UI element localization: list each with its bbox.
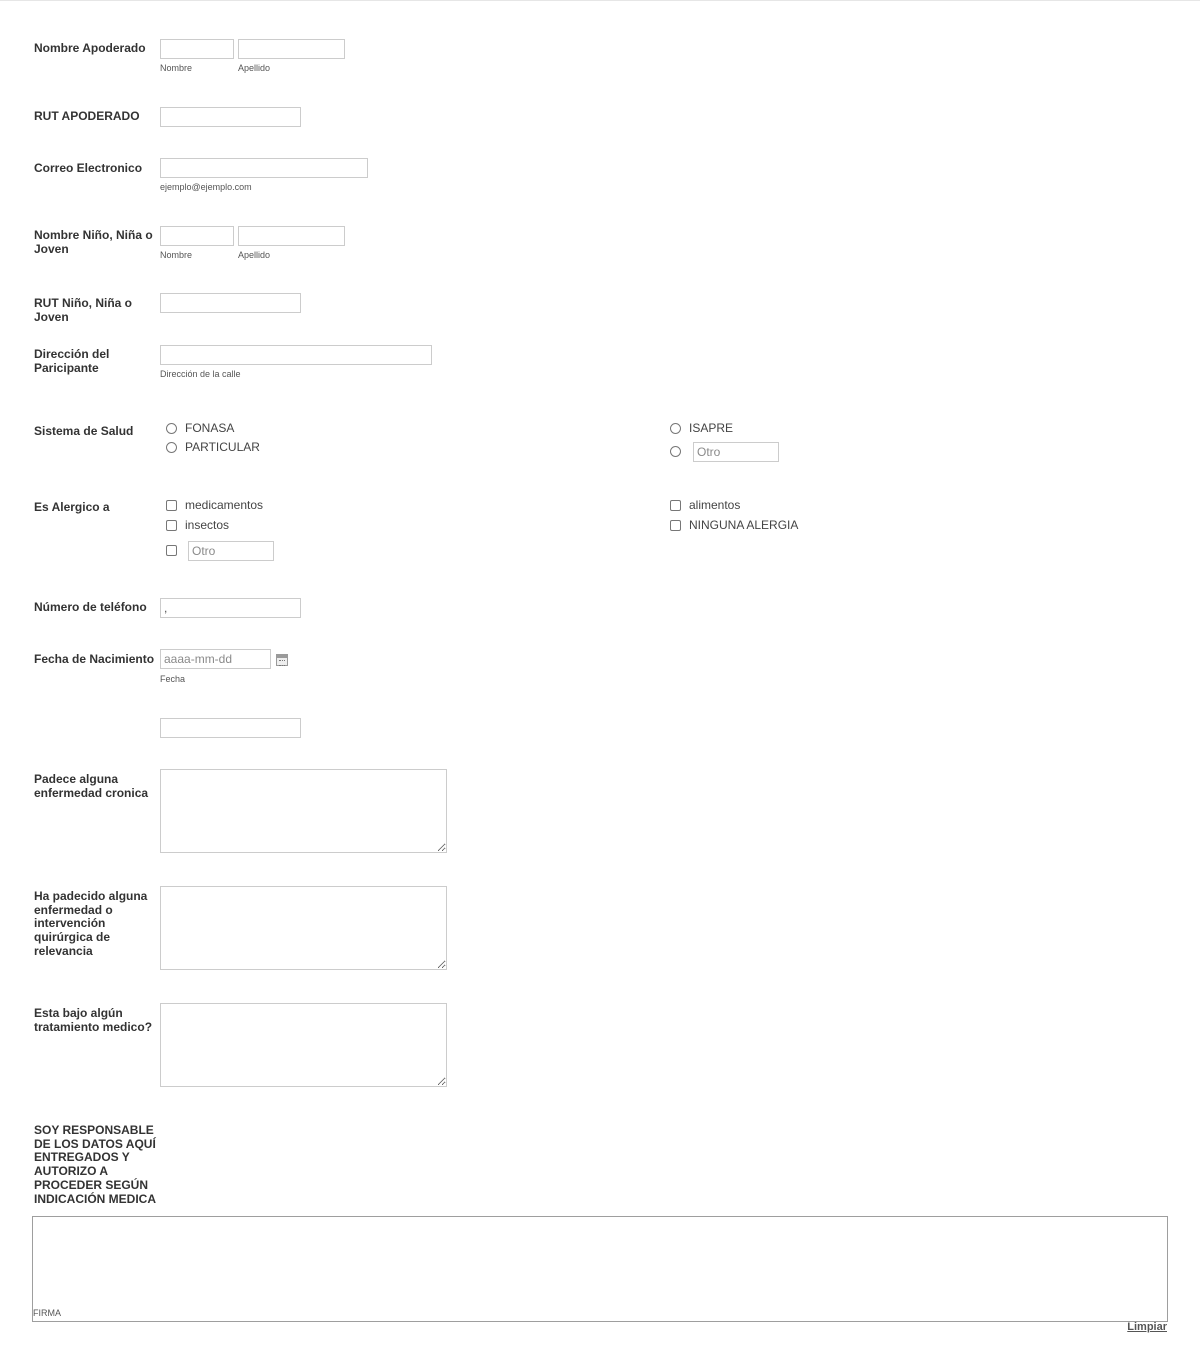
fonasa-option-label: FONASA <box>185 421 235 435</box>
clear-signature-link[interactable]: Limpiar <box>1127 1321 1167 1333</box>
address-sublabel: Dirección de la calle <box>160 369 241 379</box>
fonasa-radio[interactable] <box>166 423 177 434</box>
phone-label: Número de teléfono <box>34 600 147 614</box>
insectos-checkbox[interactable] <box>166 520 177 531</box>
particular-option-label: PARTICULAR <box>185 440 260 454</box>
phone-input[interactable] <box>160 598 301 618</box>
child-name-label: Nombre Niño, Niña o Joven <box>34 228 153 256</box>
child-first-name-sublabel: Nombre <box>160 250 193 260</box>
allergy-other-checkbox[interactable] <box>166 545 177 556</box>
child-last-name-input[interactable] <box>238 226 345 246</box>
medicamentos-checkbox[interactable] <box>166 500 177 511</box>
birth-date-input[interactable] <box>160 649 271 669</box>
email-label: Correo Electronico <box>34 161 143 175</box>
alimentos-option-label: alimentos <box>689 498 741 512</box>
signature-pad[interactable] <box>32 1216 1168 1322</box>
health-system-label: Sistema de Salud <box>34 424 134 438</box>
ninguna-alergia-option-label: NINGUNA ALERGIA <box>689 518 799 532</box>
child-last-name-sublabel: Apellido <box>238 250 271 260</box>
responsibility-label: SOY RESPONSABLE DE LOS DATOS AQUÍ ENTREGADOS Y AUTORIZO A PROCEDER SEGÚN INDICACIÓN MEDICA <box>34 1123 156 1206</box>
guardian-last-name-sublabel: Apellido <box>238 63 271 73</box>
birth-date-label: Fecha de Nacimiento <box>34 652 155 666</box>
guardian-name-label: Nombre Apoderado <box>34 41 146 55</box>
signature-label: FIRMA <box>33 1308 61 1318</box>
alimentos-checkbox[interactable] <box>670 500 681 511</box>
allergies-label: Es Alergico a <box>34 500 110 514</box>
health-other-input[interactable] <box>693 442 779 462</box>
treatment-textarea[interactable] <box>160 1003 447 1087</box>
child-rut-input[interactable] <box>160 293 301 313</box>
top-divider <box>0 0 1200 1</box>
guardian-rut-input[interactable] <box>160 107 301 127</box>
ninguna-alergia-checkbox[interactable] <box>670 520 681 531</box>
past-illness-textarea[interactable] <box>160 886 447 970</box>
medicamentos-option-label: medicamentos <box>185 498 264 512</box>
chronic-disease-label: Padece alguna enfermedad cronica <box>34 772 149 800</box>
child-first-name-input[interactable] <box>160 226 234 246</box>
birth-date-sublabel: Fecha <box>160 674 186 684</box>
calendar-icon[interactable] <box>276 654 288 666</box>
insectos-option-label: insectos <box>185 518 230 532</box>
isapre-option-label: ISAPRE <box>689 421 734 435</box>
guardian-first-name-input[interactable] <box>160 39 234 59</box>
email-sublabel: ejemplo@ejemplo.com <box>160 182 252 192</box>
allergy-other-input[interactable] <box>188 541 274 561</box>
address-label: Dirección del Paricipante <box>34 347 110 375</box>
email-input[interactable] <box>160 158 368 178</box>
past-illness-label: Ha padecido alguna enfermedad o intervención quirúrgica de relevancia <box>34 889 148 958</box>
particular-radio[interactable] <box>166 442 177 453</box>
extra-input[interactable] <box>160 718 301 738</box>
address-input[interactable] <box>160 345 432 365</box>
chronic-disease-textarea[interactable] <box>160 769 447 853</box>
guardian-last-name-input[interactable] <box>238 39 345 59</box>
guardian-first-name-sublabel: Nombre <box>160 63 193 73</box>
treatment-label: Esta bajo algún tratamiento medico? <box>34 1006 153 1034</box>
guardian-rut-label: RUT APODERADO <box>34 109 140 123</box>
child-rut-label: RUT Niño, Niña o Joven <box>34 296 132 324</box>
health-other-radio[interactable] <box>670 446 681 457</box>
isapre-radio[interactable] <box>670 423 681 434</box>
